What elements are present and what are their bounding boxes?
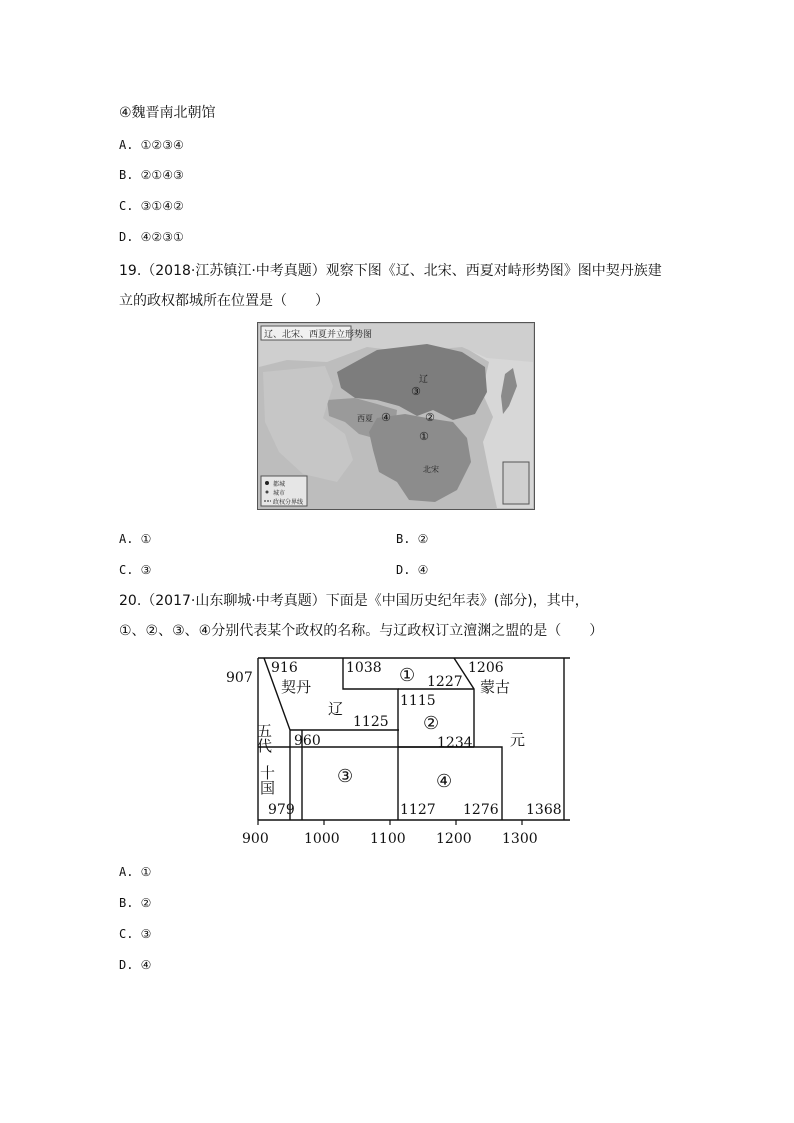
year-979: 979: [268, 802, 295, 818]
legend-city: 城市: [273, 490, 286, 497]
timeline-marker-3: ③: [337, 766, 354, 787]
q19-option-c[interactable]: C. ③: [119, 563, 152, 577]
regime-mongol: 蒙古: [480, 678, 511, 696]
q20-option-b[interactable]: B. ②: [119, 896, 152, 910]
map-label-liao: 辽: [419, 375, 429, 385]
q20-option-c[interactable]: C. ③: [119, 927, 152, 941]
q20-stem-line1: 20.（2017·山东聊城·中考真题）下面是《中国历史纪年表》(部分)，其中，: [119, 593, 589, 609]
axis-label-1000: 1000: [304, 831, 340, 847]
q18-option-b[interactable]: B. ②①④③: [119, 168, 184, 182]
regime-liao: 辽: [328, 700, 344, 718]
year-1125: 1125: [353, 714, 389, 730]
map-marker-2: ②: [425, 411, 435, 424]
regime-yuan: 元: [510, 731, 526, 749]
year-1115: 1115: [400, 693, 436, 709]
map-title: 辽、北宋、西夏并立形势图: [264, 330, 373, 340]
year-1368: 1368: [526, 802, 562, 818]
legend-capital: 都城: [273, 481, 286, 488]
q18-option-c[interactable]: C. ③①④②: [119, 199, 184, 213]
map-label-xixia: 西夏: [357, 414, 373, 423]
q20-stem-line2: ①、②、③、④分别代表某个政权的名称。与辽政权订立澶渊之盟的是（ ）: [119, 623, 604, 639]
timeline-marker-2: ②: [423, 713, 440, 734]
legend-border: 政权分界线: [273, 499, 304, 506]
year-1206: 1206: [468, 660, 504, 676]
q18-option-d[interactable]: D. ④②③①: [119, 230, 184, 244]
year-1276: 1276: [463, 802, 499, 818]
regime-khitan: 契丹: [281, 678, 312, 696]
axis-label-900: 900: [242, 831, 269, 847]
q19-stem-line2: 立的政权都城所在位置是（ ）: [119, 293, 329, 309]
q19-option-d[interactable]: D. ④: [396, 563, 429, 577]
map-marker-4: ④: [381, 411, 391, 424]
liao-song-xixia-map: [257, 322, 535, 510]
axis-label-1200: 1200: [436, 831, 472, 847]
q20-option-a[interactable]: A. ①: [119, 865, 152, 879]
q20-option-d[interactable]: D. ④: [119, 958, 152, 972]
year-1234: 1234: [437, 735, 473, 751]
year-1127: 1127: [400, 802, 436, 818]
q18-option-a[interactable]: A. ①②③④: [119, 138, 184, 152]
year-1227: 1227: [427, 674, 463, 690]
year-960: 960: [294, 733, 321, 749]
chronology-table: [224, 655, 572, 851]
year-907: 907: [226, 670, 253, 686]
year-916: 916: [271, 660, 298, 676]
axis-label-1100: 1100: [370, 831, 406, 847]
map-label-song: 北宋: [423, 465, 439, 474]
legend-capital-icon: [265, 481, 269, 485]
q19-option-b[interactable]: B. ②: [396, 532, 429, 546]
q19-stem-line1: 19.（2018·江苏镇江·中考真题）观察下图《辽、北宋、西夏对峙形势图》图中契丹族建: [119, 263, 662, 279]
map-marker-1: ①: [419, 430, 429, 443]
legend-city-icon: [266, 491, 269, 494]
axis-label-1300: 1300: [502, 831, 538, 847]
year-1038: 1038: [346, 660, 382, 676]
regime-five-dynasties: 五代: [255, 723, 273, 753]
timeline-marker-1: ①: [399, 665, 416, 686]
timeline-marker-4: ④: [436, 771, 453, 792]
regime-ten-kingdoms: 十国: [258, 765, 276, 795]
q18-item-4: ④魏晋南北朝馆: [119, 105, 216, 121]
map-marker-3: ③: [411, 385, 421, 398]
q19-option-a[interactable]: A. ①: [119, 532, 152, 546]
